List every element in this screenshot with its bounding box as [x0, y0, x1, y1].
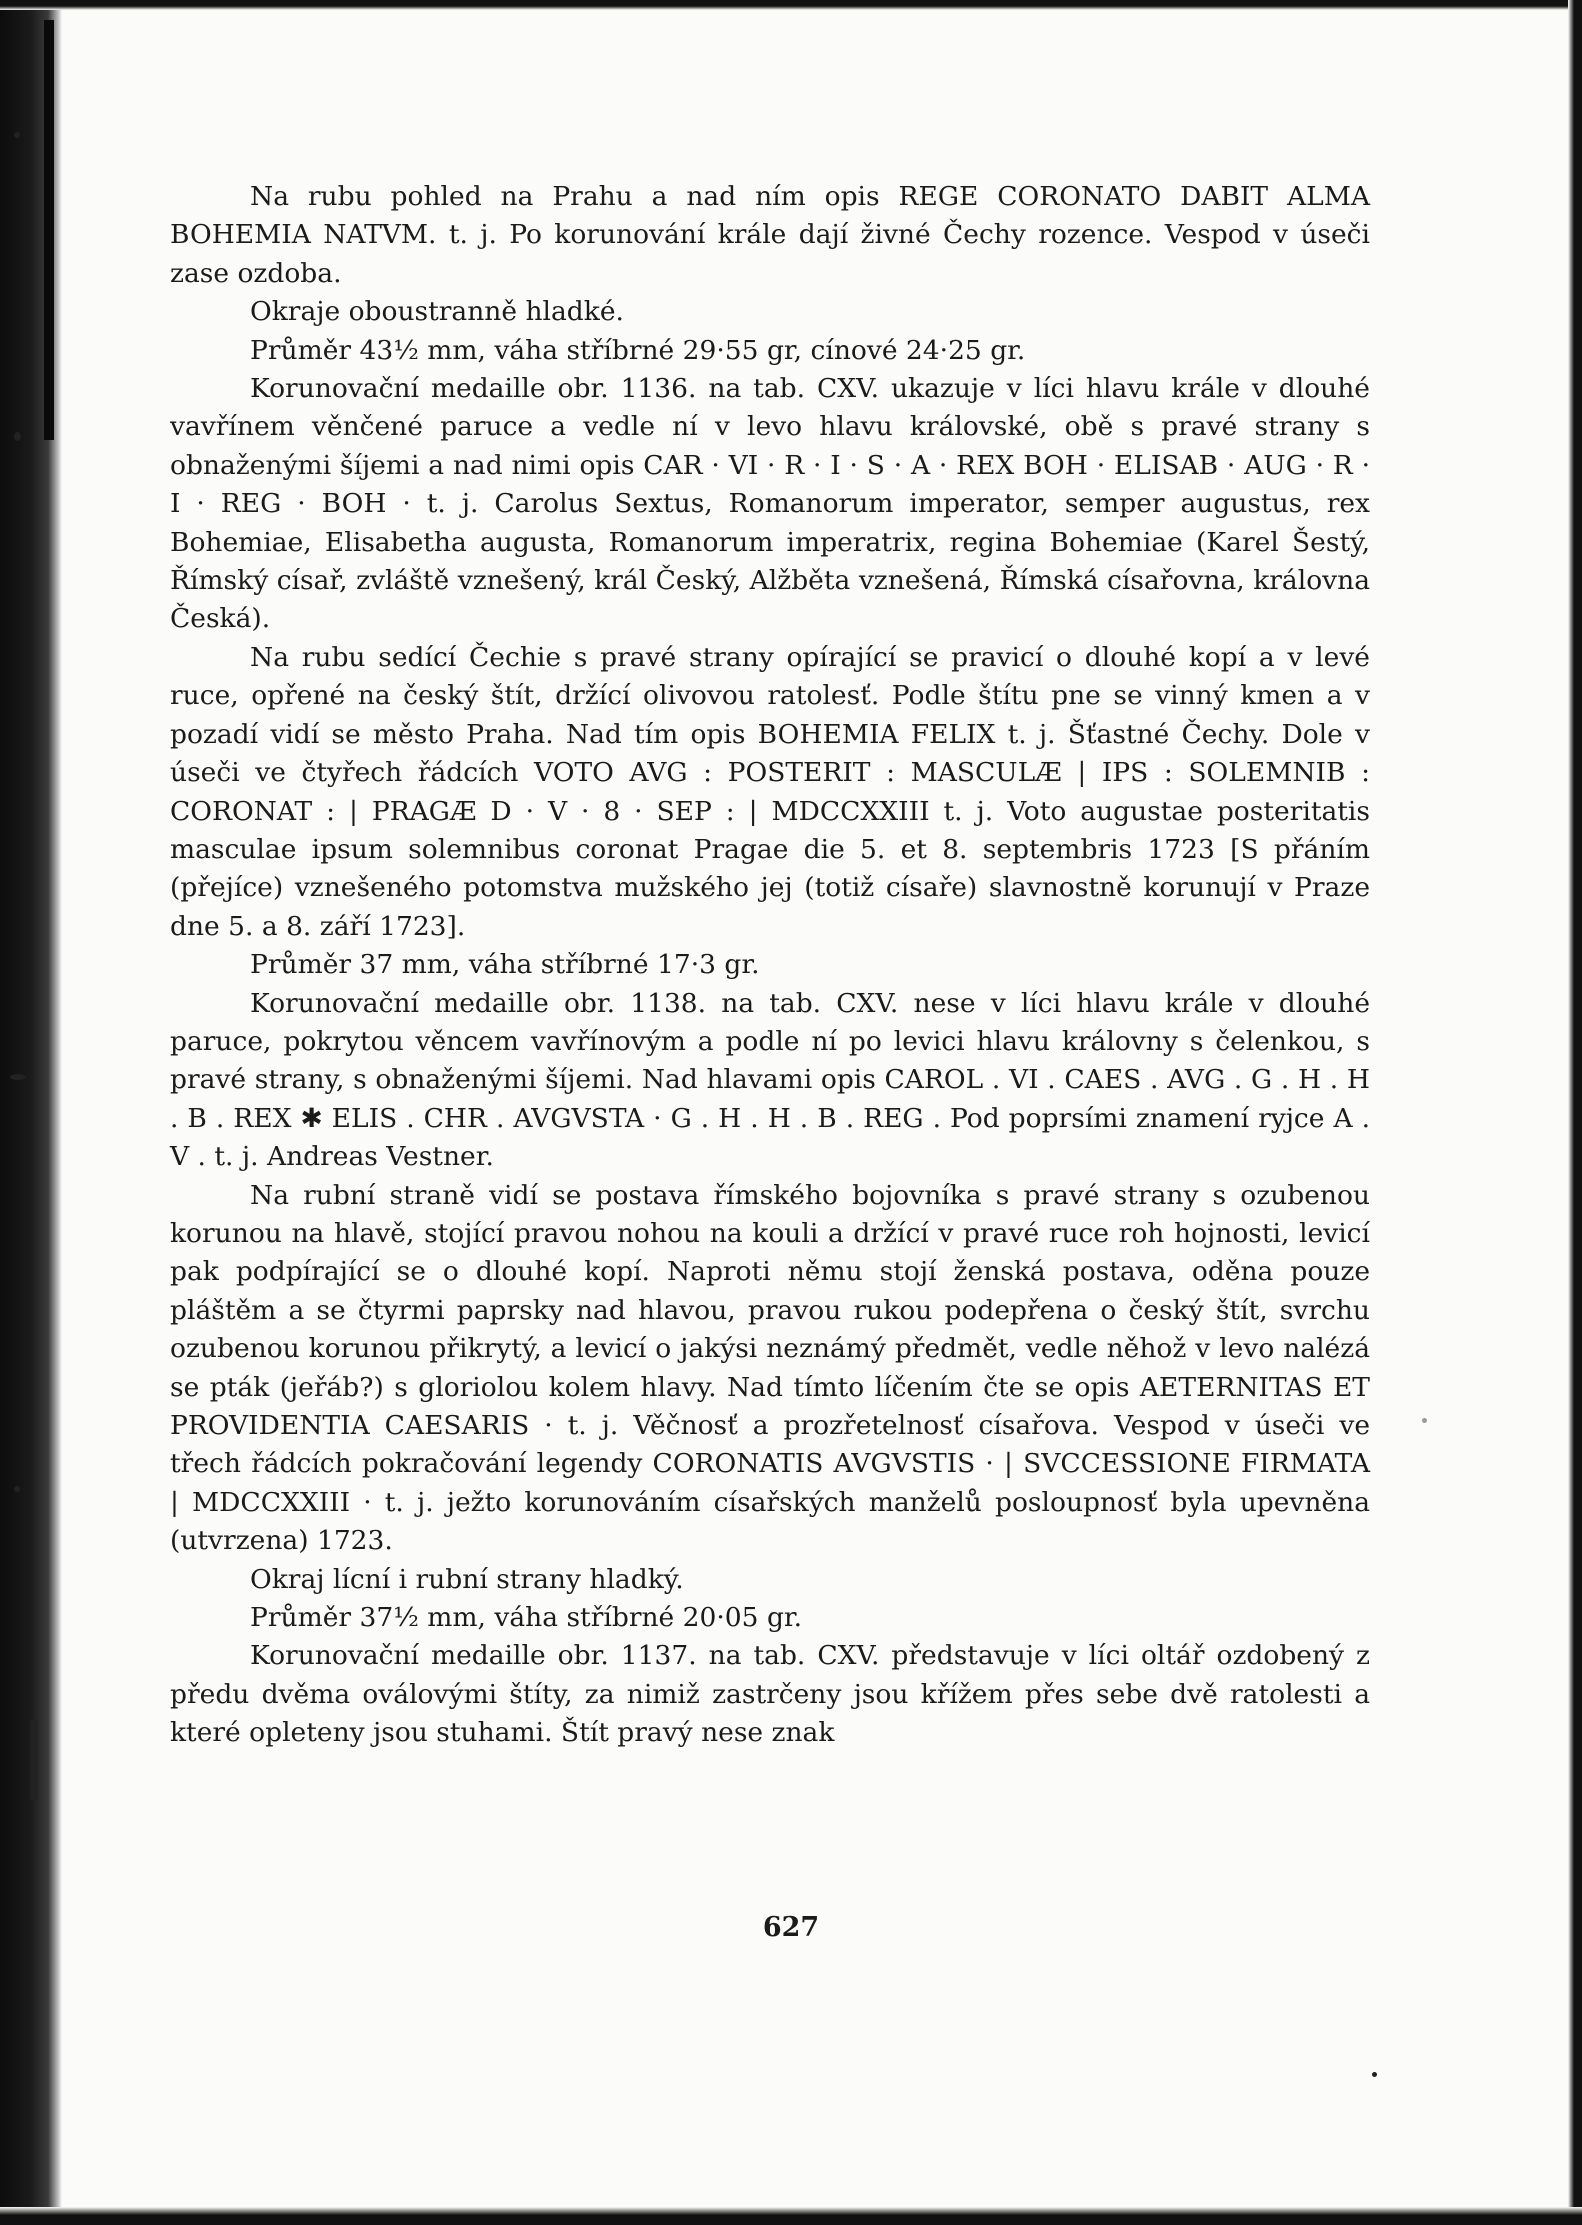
paragraph-medal-1137: Korunovační medaille obr. 1137. na tab. CXV. představuje v líci oltář ozdobený z předu dvěma oválovými štíty, za nimiž zastrčeny jsou křížem přes sebe dvě ratolesti a které opleteny jsou stuhami. Štít pravý nese znak [170, 1640, 1370, 1749]
scan-speck [1372, 2072, 1377, 2077]
bottom-scan-edge [0, 2207, 1582, 2225]
paragraph-diameter-1: Průměr 43½ mm, váha stříbrné 29·55 gr, cínové 24·25 gr. [250, 334, 1026, 366]
right-scan-edge [1568, 0, 1582, 2225]
top-scan-edge [0, 0, 1582, 10]
scan-speck [10, 1074, 26, 1080]
paragraph-diameter-3: Průměr 37½ mm, váha stříbrné 20·05 gr. [250, 1602, 803, 1634]
paragraph-reverse-warrior: Na rubní straně vidí se postava římského bojovníka s pravé strany s ozubenou korunou na hlavě, stojící pravou nohou na kouli a držící v pravé ruce roh hojnosti, levicí pak podpírající se o dlouhé kopí. Naproti němu stojí ženská postava, oděna pouze pláštěm a se čtyrmi paprsky nad hlavou, pravou rukou podepřena o český štít, svrchu ozubenou korunou přikrytý, a levicí o jakýsi neznámý předmět, vedle něhož v levo nalézá se pták (jeřáb?) s gloriolou kolem hlavy. Nad tímto líčením čte se opis AETERNITAS ET PROVIDENTIA CAESARIS · t. j. Věčnosť a prozřetelnosť císařova. Vespod v úseči ve třech řádcích pokračování legendy CORONATIS AVGVSTIS · | SVCCESSIONE FIRMATA | MDCCXXIII · t. j. ježto korunováním císařských manželů posloupnosť byla upevněna (utvrzena) 1723. [170, 1179, 1370, 1557]
paragraph-diameter-2: Průměr 37 mm, váha stříbrné 17·3 gr. [250, 949, 760, 981]
paragraph-reverse-bohemia: Na rubu sedící Čechie s pravé strany opírající se pravicí o dlouhé kopí a v levé ruce, opřené na český štít, držící olivovou ratolesť. Podle štítu pne se vinný kmen a v pozadí vidí se město Praha. Nad tím opis BOHEMIA FELIX t. j. Šťastné Čechy. Dole v úseči ve čtyřech řádcích VOTO AVG : POSTERIT : MASCULÆ | IPS : SOLEMNIB : CORONAT : | PRAGÆ D · V · 8 · SEP : | MDCCXXIII t. j. Voto augustae posteritatis masculae ipsum solemnibus coronat Pragae die 5. et 8. septembris 1723 [S přáním (přejíce) vznešeného potomstva mužského jej (totiž císaře) slavnostně korunují v Praze dne 5. a 8. září 1723]. [170, 641, 1370, 942]
scan-speck [14, 432, 21, 441]
paragraph-reverse-prague: Na rubu pohled na Prahu a nad ním opis REGE CORONATO DABIT ALMA BOHEMIA NATVM. t. j. Po korunování krále dají živné Čechy rozence. Vespod v úseči zase ozdoba. [170, 181, 1370, 289]
scan-speck [14, 1486, 20, 1492]
scan-speck [1422, 1418, 1427, 1423]
scan-speck [14, 132, 20, 138]
paragraph-medal-1136: Korunovační medaille obr. 1136. na tab. CXV. ukazuje v líci hlavu krále v dlouhé vavřínem věnčené paruce a vedle ní v levo hlavu královské, obě s pravé strany s obnaženými šíjemi a nad nimi opis CAR · VI · R · I · S · A · REX BOH · ELISAB · AUG · R · I · REG · BOH · t. j. Carolus Sextus, Romanorum imperator, semper augustus, rex Bohemiae, Elisabetha augusta, Romanorum imperatrix, regina Bohemiae (Karel Šestý, Římský císař, zvláště vznešený, král Český, Alžběta vznešená, Římská císařovna, královna Česká). [170, 373, 1370, 635]
paragraph-edge-smooth: Okraj lícní i rubní strany hladký. [250, 1563, 684, 1595]
paragraph-medal-1138: Korunovační medaille obr. 1138. na tab. CXV. nese v líci hlavu krále v dlouhé paruce, pokrytou věncem vavřínovým a podle ní po levici hlavu královny s čelenkou, s pravé strany, s obnaženými šíjemi. Nad hlavami opis CAROL . VI . CAES . AVG . G . H . H . B . REX ✱ ELIS . CHR . AVGVSTA · G . H . H . B . REG . Pod poprsími znamení ryjce A . V . t. j. Andreas Vestner. [170, 987, 1370, 1173]
paragraph-edges: Okraje oboustranně hladké. [250, 296, 624, 328]
page-body-text [170, 178, 1370, 1753]
binding-shadow [44, 20, 54, 440]
scan-speck [30, 1720, 38, 1800]
page-number: 627 [762, 1912, 820, 1943]
